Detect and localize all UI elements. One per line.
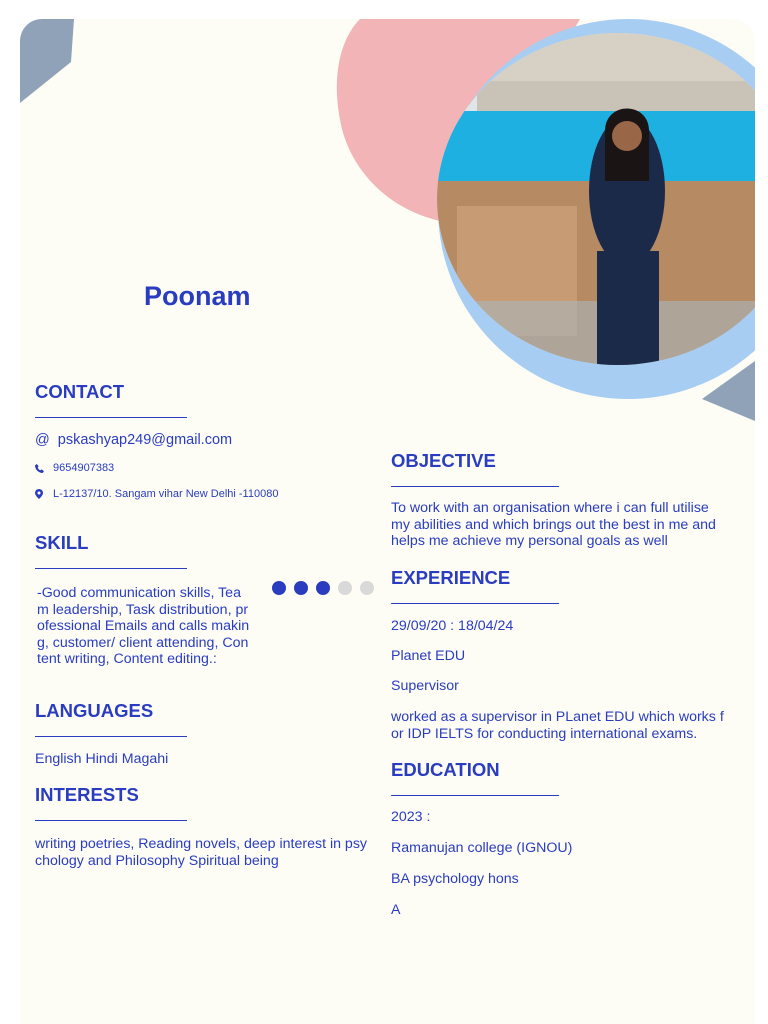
- education-college: Ramanujan college (IGNOU): [391, 840, 573, 856]
- interests-text: [35, 836, 367, 869]
- phone-value[interactable]: 9654907383: [53, 462, 115, 474]
- interests-line: writing poetries, Reading novels, deep interest in psy: [35, 836, 368, 852]
- skill-line: g, customer/ client attending, Con: [37, 634, 249, 651]
- phone-icon: [35, 464, 44, 473]
- rating-dot-filled: [316, 581, 330, 595]
- interests-heading: INTERESTS: [35, 784, 139, 805]
- skill-text: [37, 585, 249, 668]
- email-row: [35, 432, 232, 449]
- phone-row: [35, 462, 114, 474]
- objective-line: To work with an organisation where i can full utilise: [391, 500, 709, 516]
- address-row: [35, 488, 278, 500]
- education-degree: BA psychology hons: [391, 871, 519, 887]
- interests-divider: [35, 820, 187, 821]
- experience-company: Planet EDU: [391, 648, 466, 664]
- objective-line: my abilities and which brings out the best in me and: [391, 516, 716, 533]
- objective-text: [391, 500, 716, 550]
- contact-divider: [35, 417, 187, 418]
- candidate-name: Poonam: [144, 281, 251, 311]
- experience-line: or IDP IELTS for conducting international exams.: [391, 725, 698, 742]
- address-value: L-12137/10. Sangam vihar New Delhi -110080: [53, 488, 279, 500]
- objective-line: helps me achieve my personal goals as well: [391, 533, 668, 549]
- profile-photo: [437, 21, 755, 367]
- experience-heading: EXPERIENCE: [391, 567, 511, 588]
- location-pin-icon: [35, 489, 43, 499]
- at-icon: @: [35, 432, 50, 448]
- interests-line: chology and Philosophy Spiritual being: [35, 852, 279, 869]
- experience-role: Supervisor: [391, 678, 459, 694]
- skill-heading: SKILL: [35, 532, 89, 553]
- education-grade: A: [391, 902, 401, 918]
- experience-divider: [391, 603, 559, 604]
- languages-heading: LANGUAGES: [35, 700, 154, 721]
- experience-description: [391, 709, 724, 742]
- skill-rating: [272, 581, 382, 595]
- experience-dates: 29/09/20 : 18/04/24: [391, 618, 514, 634]
- objective-divider: [391, 486, 559, 487]
- languages-text: English Hindi Magahi: [35, 751, 169, 767]
- experience-line: worked as a supervisor in PLanet EDU which works f: [391, 709, 724, 725]
- education-divider: [391, 795, 559, 796]
- skill-line: -Good communication skills, Tea: [37, 585, 241, 601]
- resume-page: [20, 19, 755, 1024]
- languages-divider: [35, 736, 187, 737]
- skill-divider: [35, 568, 187, 569]
- top-left-corner-shape: [20, 19, 74, 103]
- skill-line: m leadership, Task distribution, pr: [37, 601, 249, 618]
- education-year: 2023 :: [391, 809, 431, 825]
- rating-dot-empty: [360, 581, 374, 595]
- objective-heading: OBJECTIVE: [391, 450, 496, 471]
- email-value[interactable]: pskashyap249@gmail.com: [57, 432, 233, 448]
- rating-dot-empty: [338, 581, 352, 595]
- education-heading: EDUCATION: [391, 759, 500, 780]
- rating-dot-filled: [272, 581, 286, 595]
- rating-dot-filled: [294, 581, 308, 595]
- skill-line: ofessional Emails and calls makin: [37, 618, 250, 634]
- skill-line: tent writing, Content editing.:: [37, 651, 217, 667]
- contact-heading: CONTACT: [35, 381, 125, 402]
